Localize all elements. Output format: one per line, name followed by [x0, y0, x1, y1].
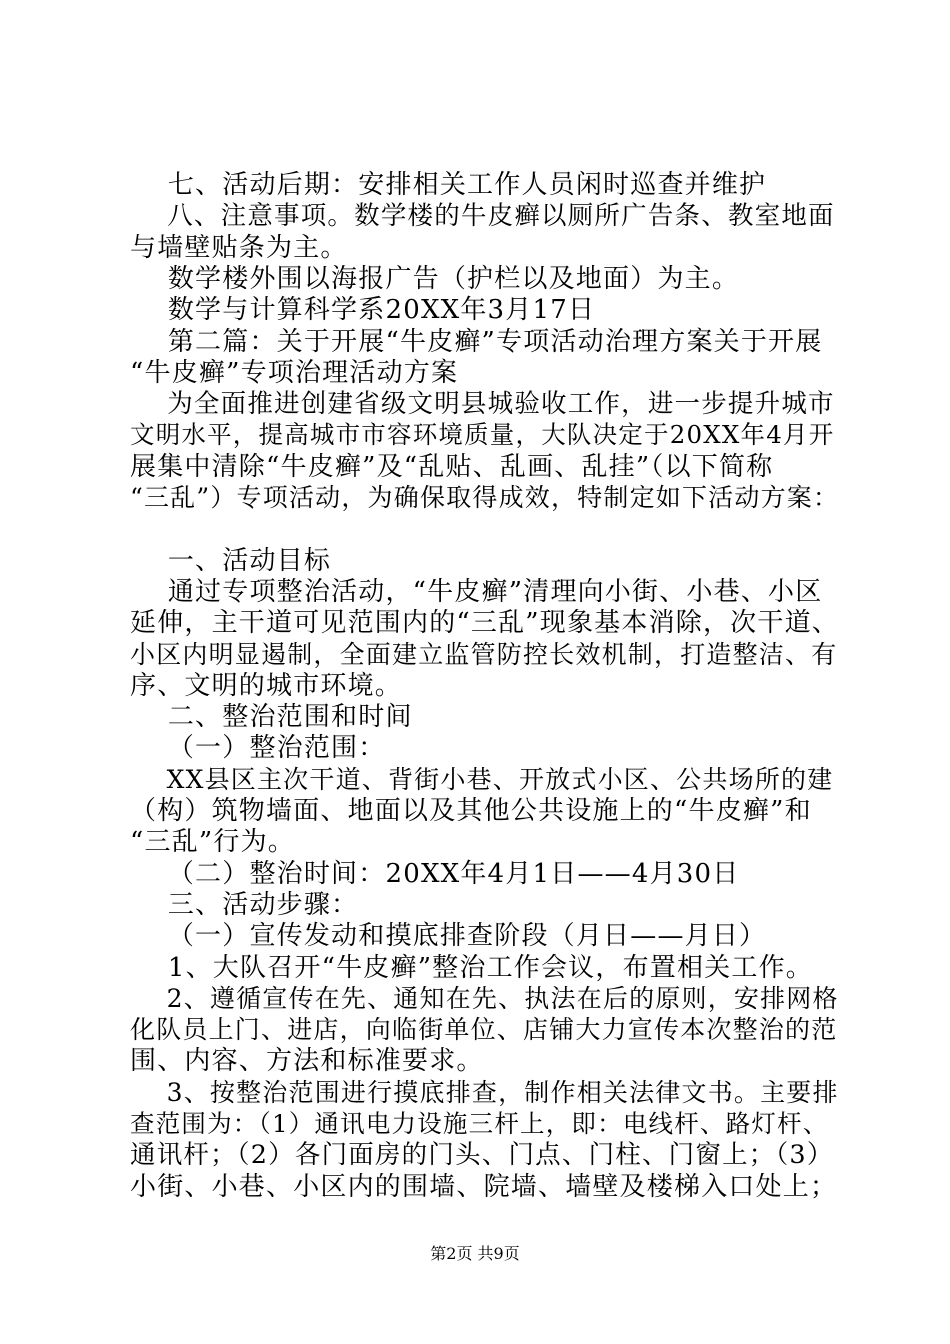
text-line: （一）宣传发动和摸底排查阶段（月日——月日）: [130, 921, 767, 952]
text-line: 二、整治范围和时间: [130, 702, 413, 733]
text-line: “三乱”）专项活动，为确保取得成效，特制定如下活动方案：: [130, 483, 840, 512]
text-line: （二）整治时间：20XX年4月1日——4月30日: [130, 858, 740, 889]
text-line: 3、按整治范围进行摸底排查，制作相关法律文书。主要排: [130, 1077, 839, 1107]
text-line: （构）筑物墙面、地面以及其他公共设施上的“牛皮癣”和: [130, 796, 812, 826]
text-line: “三乱”行为。: [130, 827, 295, 858]
text-line: 展集中清除“牛皮癣”及“乱贴、乱画、乱挂”（以下简称: [130, 451, 774, 482]
text-line: 数学与计算科学系20XX年3月17日: [130, 295, 596, 326]
text-line: 三、活动步骤：: [130, 889, 359, 920]
page-footer: 第2页 共9页: [430, 1244, 520, 1263]
text-line: 通过专项整治活动，“牛皮癣”清理向小街、小巷、小区: [130, 576, 823, 607]
text-line: 序、文明的城市环境。: [130, 670, 403, 701]
text-line: 一、活动目标: [130, 545, 332, 576]
text-line: 八、注意事项。数学楼的牛皮癣以厕所广告条、教室地面: [130, 201, 835, 232]
text-line: 小区内明显遏制，全面建立监管防控长效机制，打造整洁、有: [130, 639, 838, 669]
text-line: （一）整治范围：: [130, 733, 386, 764]
text-line: 化队员上门、进店，向临街单位、店铺大力宣传本次整治的范: [130, 1015, 838, 1045]
text-line: 通讯杆；（2）各门面房的门头、门点、门柱、门窗上；（3）: [130, 1140, 834, 1171]
text-line: 文明水平，提高城市市容环境质量，大队决定于20XX年4月开: [130, 420, 835, 450]
text-line: “牛皮癣”专项治理活动方案: [130, 357, 459, 388]
text-line: XX县区主次干道、背街小巷、开放式小区、公共场所的建: [130, 764, 834, 794]
text-line: 七、活动后期：安排相关工作人员闲时巡查并维护: [130, 170, 767, 200]
text-line: 第二篇：关于开展“牛皮癣”专项活动治理方案关于开展: [130, 326, 823, 357]
text-line: 小街、小巷、小区内的围墙、院墙、墙壁及楼梯入口处上；: [130, 1171, 838, 1202]
text-line: 与墙壁贴条为主。: [130, 232, 348, 263]
text-line: 2、遵循宣传在先、通知在先、执法在后的原则，安排网格: [130, 983, 839, 1013]
text-line: 1、大队召开“牛皮癣”整治工作会议，布置相关工作。: [130, 952, 813, 983]
text-line: 为全面推进创建省级文明县城验收工作，进一步提升城市: [130, 389, 835, 420]
text-line: 查范围为：（1）通讯电力设施三杆上，即：电线杆、路灯杆、: [130, 1109, 829, 1138]
text-line: 延伸，主干道可见范围内的“三乱”现象基本消除，次干道、: [130, 608, 839, 639]
text-line: 围、内容、方法和标准要求。: [130, 1046, 484, 1077]
text-line: 数学楼外围以海报广告（护栏以及地面）为主。: [130, 263, 740, 294]
